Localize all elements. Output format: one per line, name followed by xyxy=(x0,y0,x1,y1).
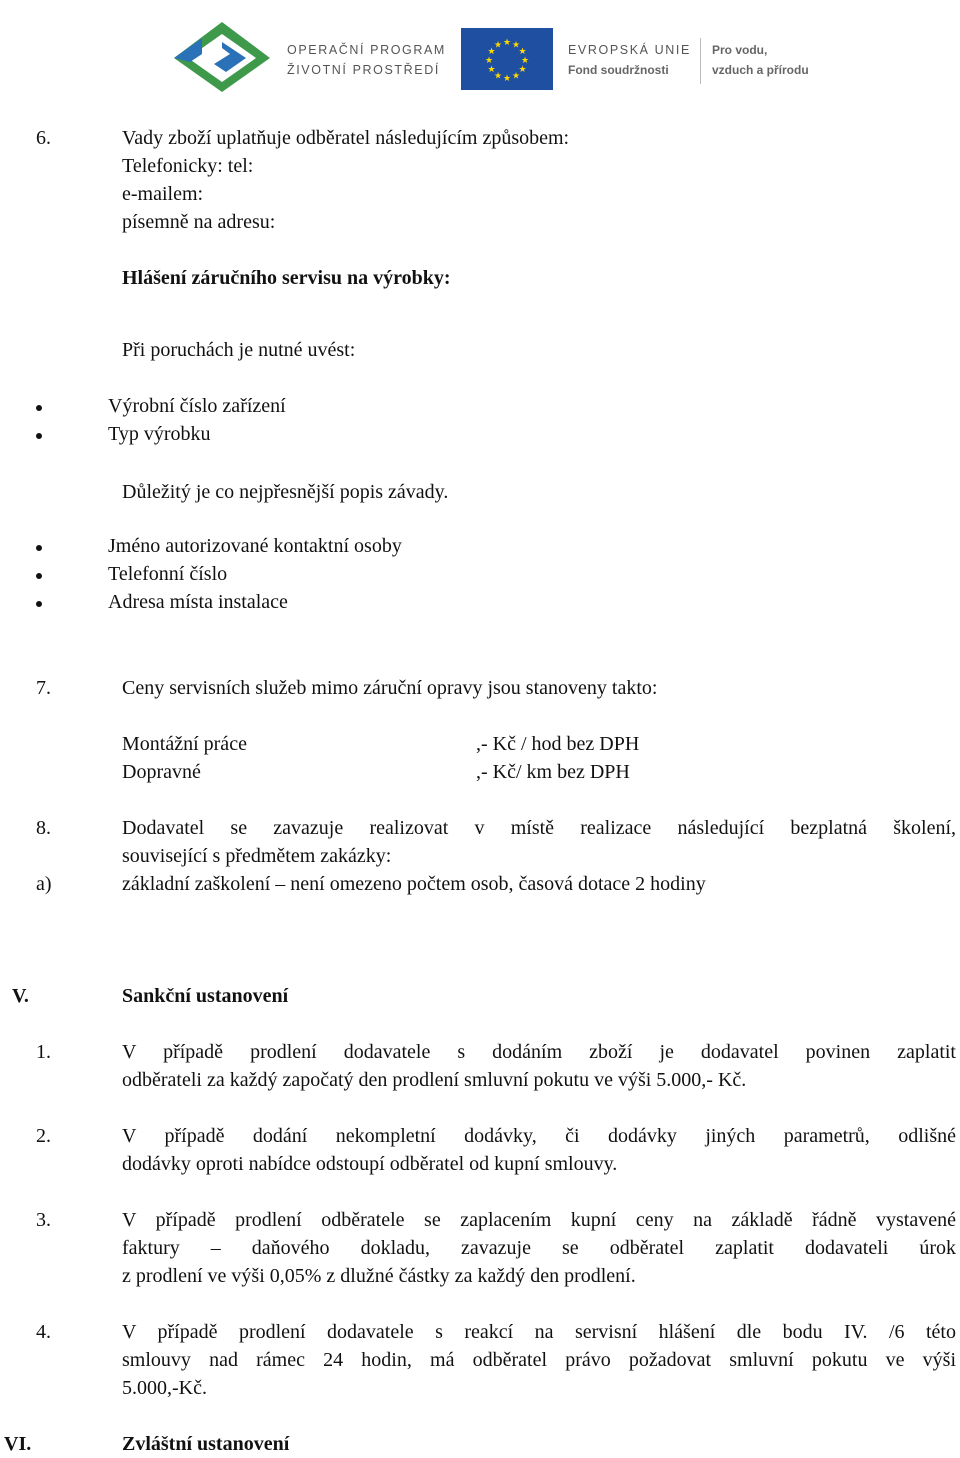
svg-text:★: ★ xyxy=(493,71,503,82)
subitem-a-label: a) xyxy=(36,873,52,895)
svg-text:★: ★ xyxy=(484,56,494,66)
item-6-number: 6. xyxy=(36,127,51,149)
sanction-3-line: faktury – daňového dokladu, zavazuje se odběratel zaplatit dodavateli úrok xyxy=(122,1237,956,1259)
sanction-4-line: smlouvy nad rámec 24 hodin, má odběratel právo požadovat smluvní pokutu ve výši xyxy=(122,1349,956,1371)
sanction-2-number: 2. xyxy=(36,1125,51,1147)
phone-line: Telefonicky: tel: xyxy=(122,155,254,177)
slogan-line-2: vzduch a přírodu xyxy=(712,63,809,77)
list-item: Jméno autorizované kontaktní osoby xyxy=(108,535,402,557)
op-zp-wordmark xyxy=(287,40,446,80)
eu-flag-icon xyxy=(461,28,553,90)
eu-line-2: Fond soudržnosti xyxy=(568,63,669,77)
bullet-icon xyxy=(36,601,42,607)
bullet-icon xyxy=(36,545,42,551)
slogan xyxy=(712,40,809,80)
svg-text:★: ★ xyxy=(487,47,496,57)
bullet-icon xyxy=(36,573,42,579)
op-line-1: OPERAČNÍ PROGRAM xyxy=(287,43,446,57)
svg-text:★: ★ xyxy=(493,40,503,51)
op-zp-logo-icon xyxy=(172,20,272,92)
price-value: ,- Kč/ km bez DPH xyxy=(476,761,630,783)
svg-text:★: ★ xyxy=(520,56,530,66)
item-6-text: Vady zboží uplatňuje odběratel následujícím způsobem: xyxy=(122,127,570,149)
section-v-number: V. xyxy=(12,985,29,1007)
section-vi-number: VI. xyxy=(4,1433,32,1455)
sanction-4-number: 4. xyxy=(36,1321,51,1343)
logo-header xyxy=(0,0,960,100)
sanction-4-line: 5.000,-Kč. xyxy=(122,1377,207,1399)
svg-text:★: ★ xyxy=(502,38,512,48)
sanction-3-line: V případě prodlení odběratele se zaplacením kupní ceny na základě řádně vystavené xyxy=(122,1209,956,1231)
item-8-text-line: Dodavatel se zavazuje realizovat v místě realizace následující bezplatná školení, xyxy=(122,817,956,839)
postal-line: písemně na adresu: xyxy=(122,211,276,233)
price-label: Dopravné xyxy=(122,761,201,783)
section-vi-title: Zvláštní ustanovení xyxy=(122,1433,290,1455)
price-value: ,- Kč / hod bez DPH xyxy=(476,733,640,755)
op-line-2: ŽIVOTNÍ PROSTŘEDÍ xyxy=(287,63,440,77)
price-label: Montážní práce xyxy=(122,733,247,755)
sanction-4-line: V případě prodlení dodavatele s reakcí na servisní hlášení dle bodu IV. /6 této xyxy=(122,1321,956,1343)
required-intro: Při poruchách je nutné uvést: xyxy=(122,339,356,361)
service-heading: Hlášení záručního servisu na výrobky: xyxy=(122,267,451,289)
eu-line-1: EVROPSKÁ UNIE xyxy=(568,43,691,57)
important-note: Důležitý je co nejpřesnější popis závady. xyxy=(122,481,449,503)
sanction-3-line: z prodlení ve výši 0,05% z dlužné částky za každý den prodlení. xyxy=(122,1265,636,1287)
list-item: Typ výrobku xyxy=(108,423,211,445)
list-item: Adresa místa instalace xyxy=(108,591,288,613)
slogan-line-1: Pro vodu, xyxy=(712,43,768,57)
item-7-text: Ceny servisních služeb mimo záruční opravy jsou stanoveny takto: xyxy=(122,677,658,699)
section-v-title: Sankční ustanovení xyxy=(122,985,289,1007)
sanction-1-line: odběrateli za každý započatý den prodlení smluvní pokutu ve výši 5.000,- Kč. xyxy=(122,1069,747,1091)
svg-text:★: ★ xyxy=(511,71,521,82)
list-item: Výrobní číslo zařízení xyxy=(108,395,286,417)
subitem-a-text: základní zaškolení – není omezeno počtem osob, časová dotace 2 hodiny xyxy=(122,873,706,895)
item-8-text-line: související s předmětem zakázky: xyxy=(122,845,392,867)
svg-text:★: ★ xyxy=(511,40,521,51)
sanction-1-number: 1. xyxy=(36,1041,51,1063)
item-8-number: 8. xyxy=(36,817,51,839)
list-item: Telefonní číslo xyxy=(108,563,228,585)
eu-wordmark xyxy=(568,40,691,80)
svg-text:★: ★ xyxy=(518,65,527,75)
svg-text:★: ★ xyxy=(502,74,512,84)
header-divider xyxy=(700,38,701,84)
bullet-icon xyxy=(36,405,42,411)
svg-text:★: ★ xyxy=(518,47,527,57)
email-line: e-mailem: xyxy=(122,183,204,205)
item-7-number: 7. xyxy=(36,677,51,699)
svg-text:★: ★ xyxy=(487,65,496,75)
sanction-2-line: V případě dodání nekompletní dodávky, či dodávky jiných parametrů, odlišné xyxy=(122,1125,956,1147)
sanction-3-number: 3. xyxy=(36,1209,51,1231)
sanction-1-line: V případě prodlení dodavatele s dodáním zboží je dodavatel povinen zaplatit xyxy=(122,1041,956,1063)
sanction-2-line: dodávky oproti nabídce odstoupí odběratel od kupní smlouvy. xyxy=(122,1153,618,1175)
bullet-icon xyxy=(36,433,42,439)
